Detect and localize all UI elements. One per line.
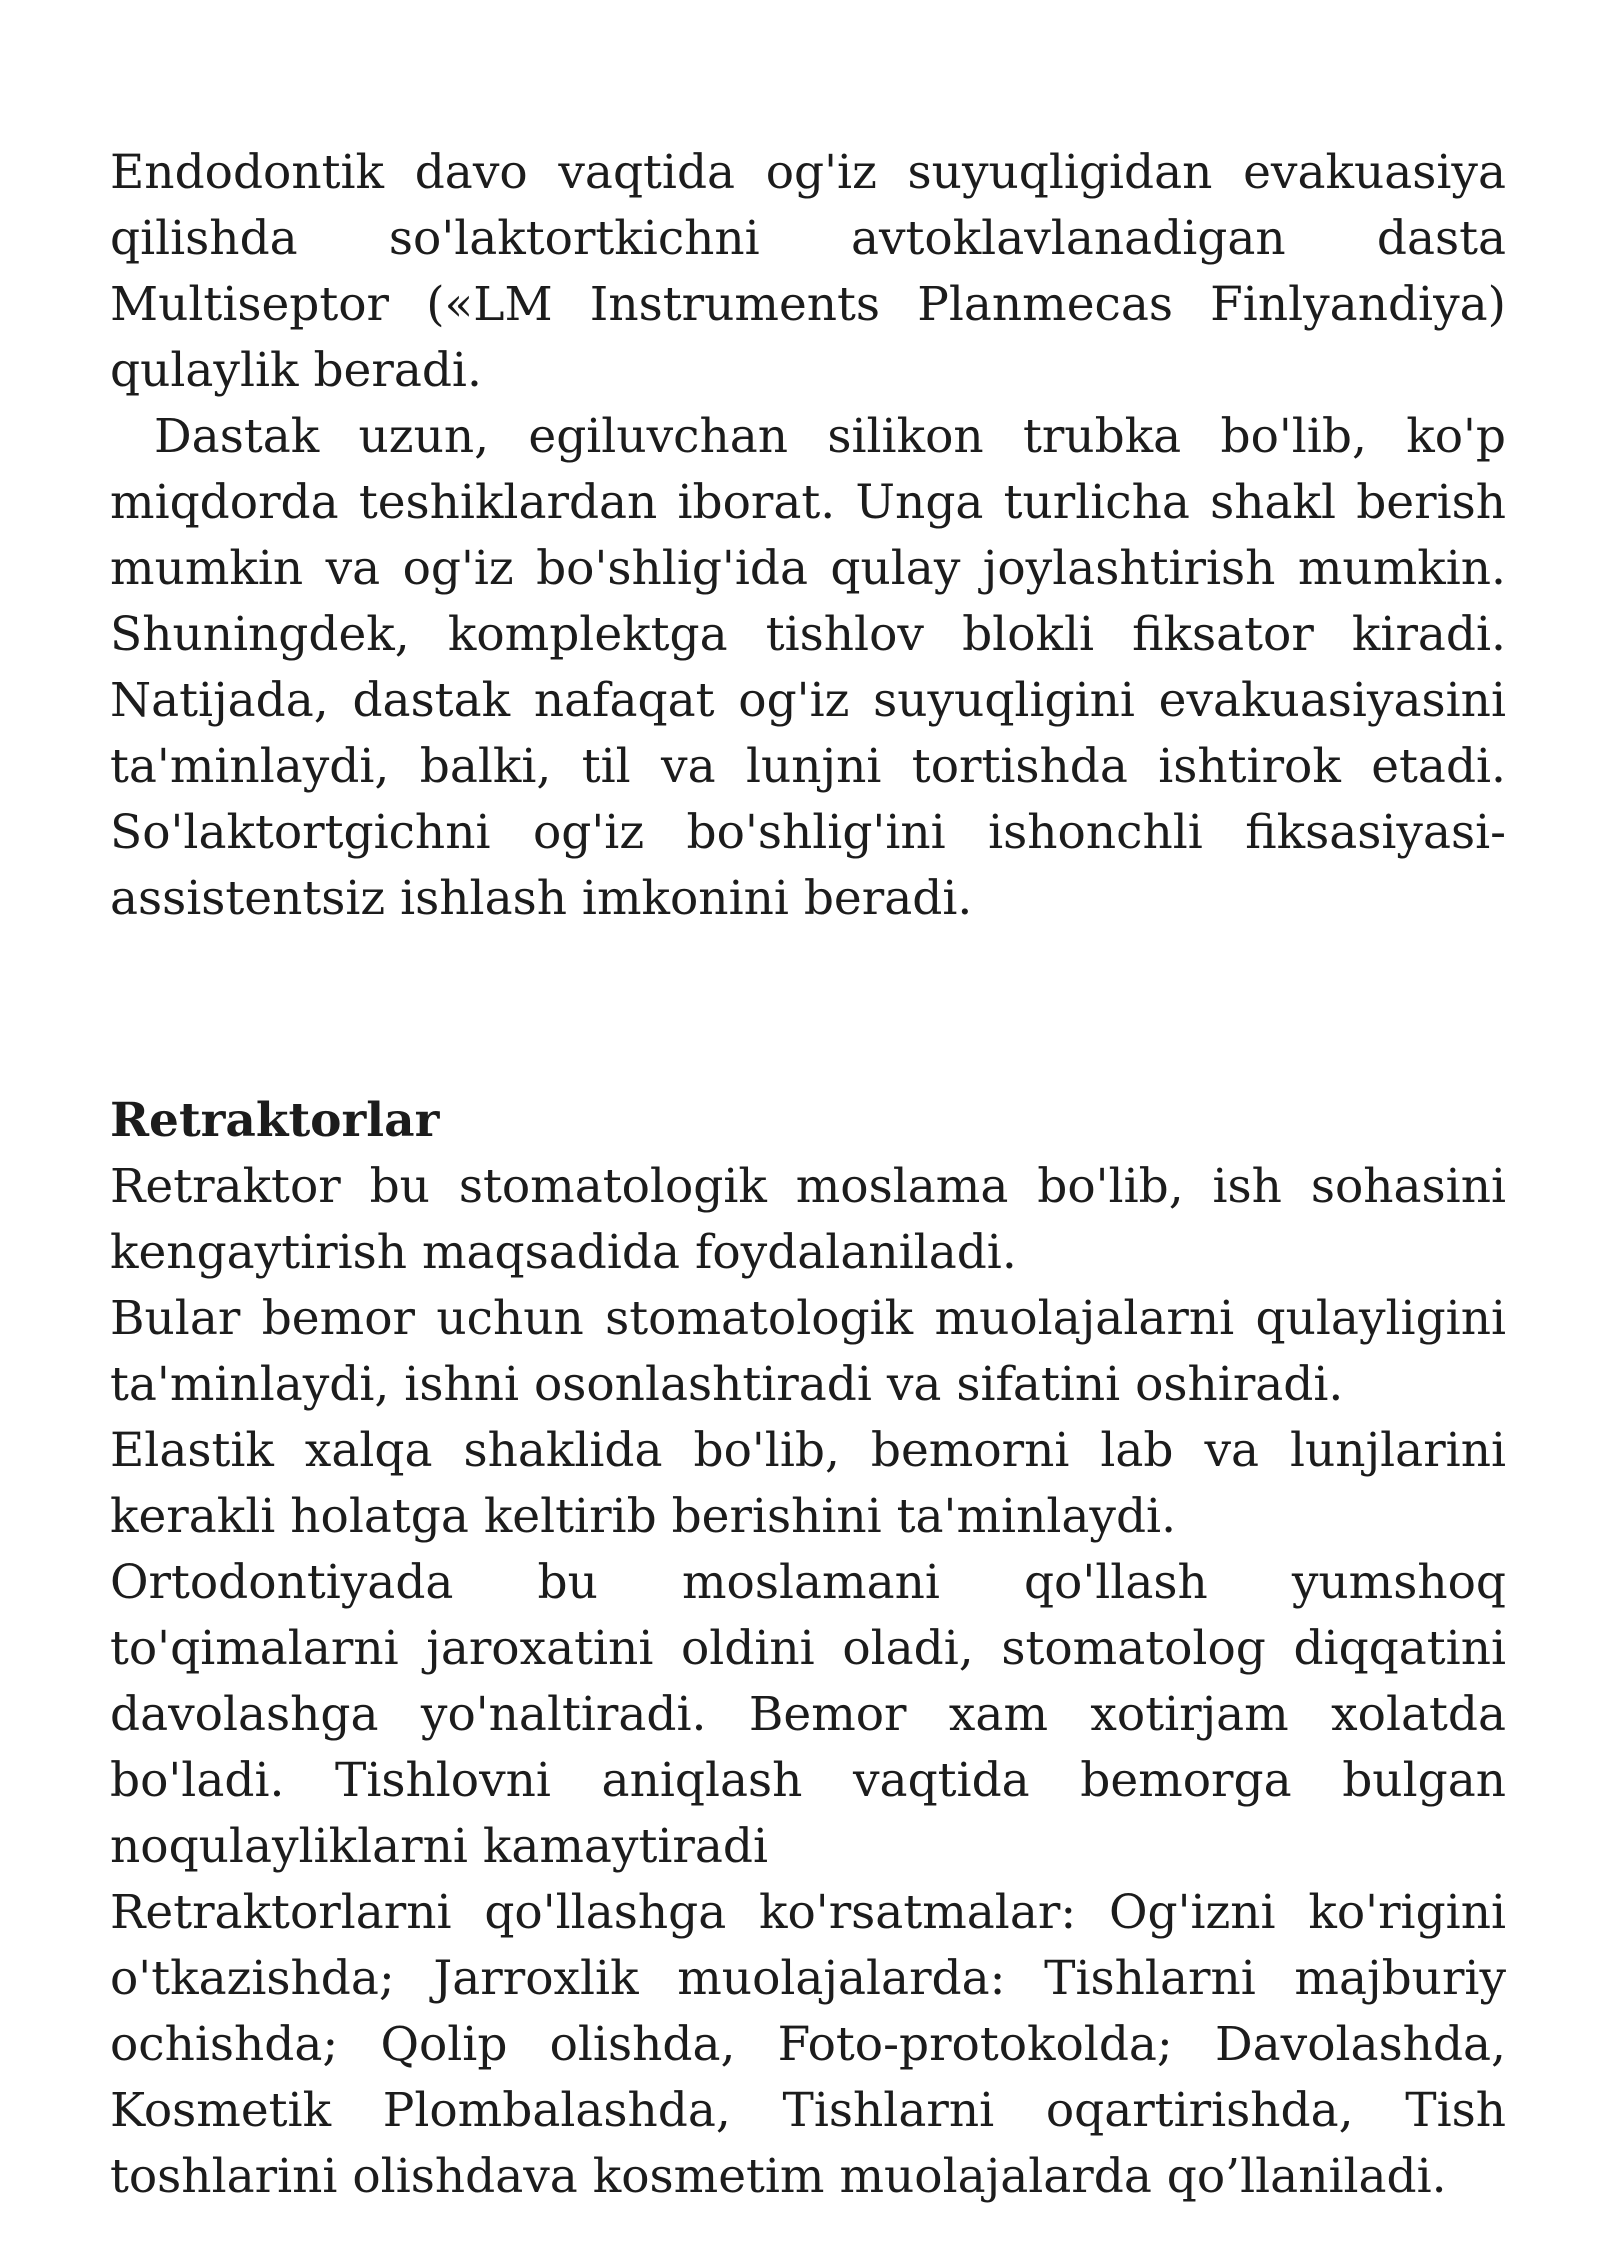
section-spacer <box>110 932 1506 1088</box>
paragraph-retraktor-definition: Retraktor bu stomatologik moslama bo'lib, ish sohasini kengaytirish maqsadida foydalaniladi. <box>110 1159 1506 1280</box>
paragraph-retraktor-shape: Elastik xalqa shaklida bo'lib, bemorni lab va lunjlarini kerakli holatga keltirib berishini ta'minlaydi. <box>110 1423 1506 1544</box>
document-page <box>110 140 1506 2210</box>
paragraph-ortodontiya: Ortodontiyada bu moslamani qo'llash yumshoq to'qimalarni jaroxatini oldini oladi, stomatolog diqqatini davolashga yo'naltiradi. Bemor xam xotirjam xolatda bo'ladi. Tishlovni aniqlash vaqtida bemorga bulgan noqulayliklarni kamaytiradi <box>110 1555 1506 1874</box>
paragraph-multiseptor: Endodontik davo vaqtida og'iz suyuqligidan evakuasiya qilishda so'laktortkichni avtoklavlanadigan dasta Multiseptor («LM Instruments Planmecas Finlyandiya) qulaylik beradi. <box>110 145 1506 398</box>
section-heading-retraktorlar: Retraktorlar <box>110 1093 440 1148</box>
paragraph-retraktor-benefits: Bular bemor uchun stomatologik muolajalarni qulayligini ta'minlaydi, ishni osonlashtiradi va sifatini oshiradi. <box>110 1291 1506 1412</box>
paragraph-indications: Retraktorlarni qo'llashga ko'rsatmalar: Og'izni ko'rigini o'tkazishda; Jarroxlik muolajalarda: Tishlarni majburiy ochishda; Qolip olishda, Foto-protokolda; Davolashda, Kosmetik Plombalashda, Tishlarni oqartirishda, Tish toshlarini olishdava kosmetim muolajalarda qo’llaniladi. <box>110 1885 1506 2204</box>
paragraph-dastak: Dastak uzun, egiluvchan silikon trubka bo'lib, ko'p miqdorda teshiklardan iborat. Unga turlicha shakl berish mumkin va og'iz bo'shlig'ida qulay joylashtirish mumkin. Shuningdek, komplektga tishlov blokli fiksator kiradi. Natijada, dastak nafaqat og'iz suyuqligini evakuasiyasini ta'minlaydi, balki, til va lunjni tortishda ishtirok etadi. So'laktortgichni og'iz bo'shlig'ini ishonchli fiksasiyasi-assistentsiz ishlash imkonini beradi. <box>110 409 1506 926</box>
